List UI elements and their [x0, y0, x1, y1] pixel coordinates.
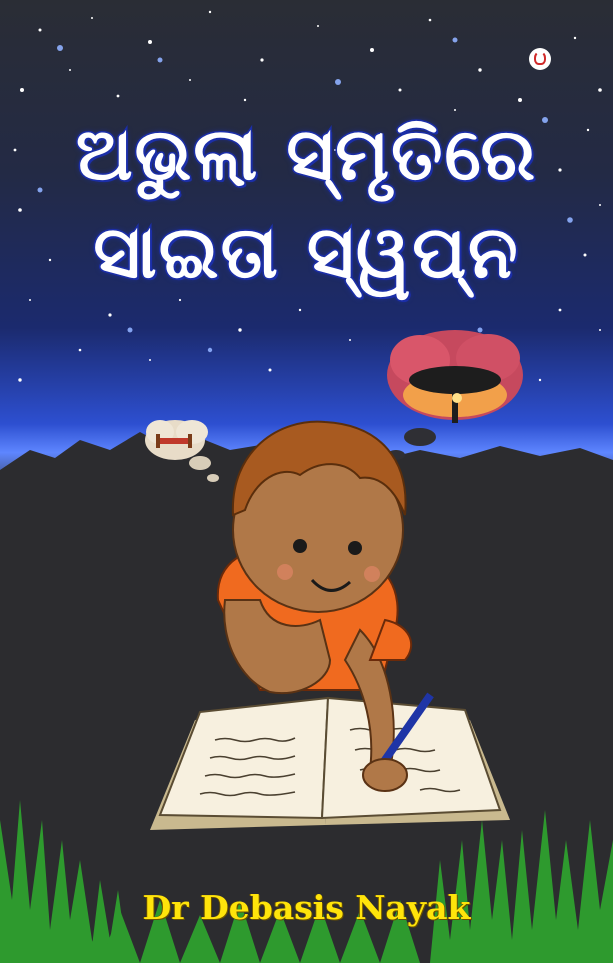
author-name: Dr Debasis Nayak — [142, 888, 471, 927]
book-title-line-2: ସାଇତା ସ୍ୱପ୍ନ — [93, 210, 520, 294]
book-title-line-1: ଅଭୁଲା ସ୍ମୃତିରେ — [75, 112, 538, 196]
open-notebook — [150, 698, 510, 830]
boy-writing-illustration — [0, 300, 613, 963]
publisher-logo-mark — [534, 51, 546, 65]
publisher-logo-icon — [529, 48, 551, 70]
dream-bubble-tree — [387, 330, 523, 460]
